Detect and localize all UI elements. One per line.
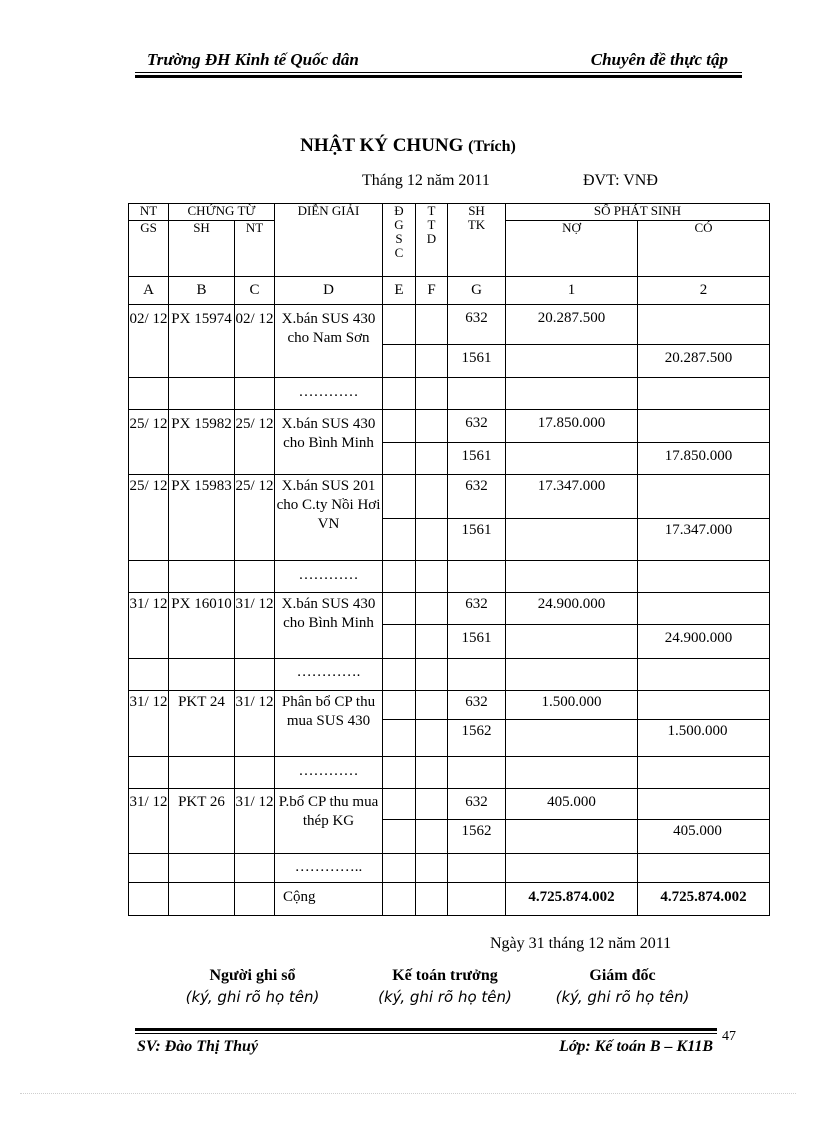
bottom-dotted-rule bbox=[20, 1093, 796, 1094]
col-shtk-1: SH bbox=[468, 203, 485, 218]
col-chungtu: CHỨNG TỪ bbox=[169, 204, 275, 221]
entry-sh: PX 16010 bbox=[169, 593, 235, 659]
entry-date: 02/ 12 bbox=[129, 305, 169, 378]
entry-credit-empty bbox=[638, 305, 770, 345]
col-ttd-3: D bbox=[426, 231, 437, 246]
entry-debit: 1.500.000 bbox=[506, 691, 638, 720]
header-row-1 bbox=[129, 204, 770, 221]
entry-debit-acct: 632 bbox=[448, 691, 506, 720]
entry-sh: PX 15974 bbox=[169, 305, 235, 378]
entry-desc: P.bổ CP thu mua thép KG bbox=[275, 789, 383, 854]
period-label: Tháng 12 năm 2011 bbox=[362, 172, 490, 189]
col-shtk bbox=[448, 204, 506, 277]
letter-1: 1 bbox=[506, 277, 638, 305]
col-shtk-2: TK bbox=[467, 217, 486, 232]
entry-desc: X.bán SUS 430 cho Bình Minh bbox=[275, 410, 383, 475]
entry-date: 31/ 12 bbox=[129, 593, 169, 659]
entry-nt: 31/ 12 bbox=[235, 593, 275, 659]
col-sh: SH bbox=[169, 221, 235, 277]
entry-desc: X.bán SUS 430 cho Nam Sơn bbox=[275, 305, 383, 378]
table-row bbox=[129, 410, 770, 443]
letter-g: G bbox=[448, 277, 506, 305]
total-credit: 4.725.874.002 bbox=[638, 883, 770, 916]
letter-b: B bbox=[169, 277, 235, 305]
total-debit: 4.725.874.002 bbox=[506, 883, 638, 916]
entry-credit-acct: 1561 bbox=[448, 443, 506, 475]
entry-sh: PKT 24 bbox=[169, 691, 235, 757]
col-dgsc-1: Đ bbox=[394, 203, 404, 218]
entry-debit: 20.287.500 bbox=[506, 305, 638, 345]
ellipsis: ………… bbox=[275, 378, 383, 410]
table-row bbox=[129, 475, 770, 519]
report-type: Chuyên đề thực tập bbox=[590, 50, 728, 69]
col-dgsc-2: G bbox=[394, 217, 404, 232]
entry-e bbox=[383, 305, 416, 345]
signature-title: Giám đốc bbox=[589, 967, 656, 984]
unit-label: ĐVT: VNĐ bbox=[583, 172, 658, 189]
entry-credit: 1.500.000 bbox=[638, 720, 770, 757]
entry-nt: 31/ 12 bbox=[235, 691, 275, 757]
signature-title: Người ghi sổ bbox=[209, 967, 296, 984]
col-dgsc-4: C bbox=[394, 245, 404, 260]
signature-note: (ký, ghi rõ họ tên) bbox=[185, 988, 320, 1006]
col-ttd-1: T bbox=[427, 203, 436, 218]
signature-recorder bbox=[170, 967, 335, 1006]
title-main: NHẬT KÝ CHUNG bbox=[300, 135, 464, 156]
ellipsis: ………… bbox=[275, 757, 383, 789]
entry-debit-acct: 632 bbox=[448, 789, 506, 820]
entry-nt: 02/ 12 bbox=[235, 305, 275, 378]
col-gs: GS bbox=[129, 221, 169, 277]
entry-credit-acct: 1561 bbox=[448, 345, 506, 378]
letters-row bbox=[129, 277, 770, 305]
entry-credit: 17.850.000 bbox=[638, 443, 770, 475]
table-row bbox=[129, 757, 770, 789]
entry-desc: Phân bổ CP thu mua SUS 430 bbox=[275, 691, 383, 757]
table-row bbox=[129, 691, 770, 720]
page-title bbox=[0, 135, 816, 157]
col-co: CÓ bbox=[638, 221, 770, 277]
class-name: Lớp: Kế toán B – K11B bbox=[559, 1038, 713, 1055]
col-ttd bbox=[416, 204, 448, 277]
entry-f bbox=[416, 345, 448, 378]
entry-debit-acct: 632 bbox=[448, 593, 506, 625]
entry-sh: PKT 26 bbox=[169, 789, 235, 854]
signature-note: (ký, ghi rõ họ tên) bbox=[378, 988, 512, 1006]
header-rule-thick bbox=[135, 75, 742, 78]
entry-debit-acct: 632 bbox=[448, 305, 506, 345]
entry-nt: 25/ 12 bbox=[235, 410, 275, 475]
entry-date: 25/ 12 bbox=[129, 475, 169, 561]
entry-e bbox=[383, 345, 416, 378]
table-row bbox=[129, 854, 770, 883]
table-row bbox=[129, 378, 770, 410]
entry-credit: 405.000 bbox=[638, 820, 770, 854]
entry-credit: 20.287.500 bbox=[638, 345, 770, 378]
student-name: SV: Đào Thị Thuý bbox=[137, 1038, 259, 1055]
entry-sh: PX 15983 bbox=[169, 475, 235, 561]
ellipsis: ………….. bbox=[275, 854, 383, 883]
journal-table bbox=[128, 203, 770, 916]
footer-rule-thick bbox=[135, 1028, 717, 1031]
table-row bbox=[129, 593, 770, 625]
entry-debit-acct: 632 bbox=[448, 475, 506, 519]
signature-chief-accountant bbox=[365, 967, 525, 1006]
sign-date: Ngày 31 tháng 12 năm 2011 bbox=[490, 935, 672, 952]
title-sub: (Trích) bbox=[468, 138, 516, 155]
page-header bbox=[135, 48, 742, 74]
col-diengiai: DIỄN GIẢI bbox=[275, 204, 383, 277]
entry-sh: PX 15982 bbox=[169, 410, 235, 475]
col-dgsc-3: S bbox=[395, 231, 403, 246]
entry-desc: X.bán SUS 201 cho C.ty Nồi Hơi VN bbox=[275, 475, 383, 561]
page-number: 47 bbox=[722, 1029, 736, 1044]
school-name: Trường ĐH Kinh tế Quốc dân bbox=[147, 50, 359, 69]
entry-f bbox=[416, 305, 448, 345]
entry-credit-acct: 1562 bbox=[448, 720, 506, 757]
entry-desc: X.bán SUS 430 cho Bình Minh bbox=[275, 593, 383, 659]
letter-a: A bbox=[129, 277, 169, 305]
col-ttd-2: T bbox=[427, 217, 436, 232]
entry-credit-acct: 1562 bbox=[448, 820, 506, 854]
signature-note: (ký, ghi rõ họ tên) bbox=[555, 988, 690, 1006]
entry-debit-acct: 632 bbox=[448, 410, 506, 443]
entry-debit: 24.900.000 bbox=[506, 593, 638, 625]
page-footer bbox=[135, 1022, 717, 1062]
col-sophatsinh: SỐ PHÁT SINH bbox=[506, 204, 770, 221]
col-no: NỢ bbox=[506, 221, 638, 277]
col-nt: NT bbox=[129, 204, 169, 221]
entry-debit-empty bbox=[506, 345, 638, 378]
entry-debit: 17.850.000 bbox=[506, 410, 638, 443]
entry-date: 31/ 12 bbox=[129, 789, 169, 854]
signature-director bbox=[540, 967, 705, 1006]
total-row bbox=[129, 883, 770, 916]
entry-credit-acct: 1561 bbox=[448, 625, 506, 659]
signature-title: Kế toán trưởng bbox=[392, 967, 498, 984]
entry-date: 31/ 12 bbox=[129, 691, 169, 757]
table-row bbox=[129, 659, 770, 691]
letter-d: D bbox=[275, 277, 383, 305]
letter-f: F bbox=[416, 277, 448, 305]
ellipsis: ………… bbox=[275, 561, 383, 593]
entry-nt: 25/ 12 bbox=[235, 475, 275, 561]
table-row bbox=[129, 561, 770, 593]
col-dgsc bbox=[383, 204, 416, 277]
letter-c: C bbox=[235, 277, 275, 305]
footer-rule-thin bbox=[135, 1033, 717, 1034]
entry-debit: 17.347.000 bbox=[506, 475, 638, 519]
entry-nt: 31/ 12 bbox=[235, 789, 275, 854]
table-row bbox=[129, 789, 770, 820]
ellipsis: …………. bbox=[275, 659, 383, 691]
col-ntc: NT bbox=[235, 221, 275, 277]
header-rule-thin bbox=[135, 72, 742, 73]
table-row bbox=[129, 305, 770, 345]
entry-date: 25/ 12 bbox=[129, 410, 169, 475]
entry-credit-acct: 1561 bbox=[448, 519, 506, 561]
entry-credit: 17.347.000 bbox=[638, 519, 770, 561]
entry-debit: 405.000 bbox=[506, 789, 638, 820]
total-label: Cộng bbox=[275, 883, 383, 916]
entry-credit: 24.900.000 bbox=[638, 625, 770, 659]
letter-e: E bbox=[383, 277, 416, 305]
letter-2: 2 bbox=[638, 277, 770, 305]
